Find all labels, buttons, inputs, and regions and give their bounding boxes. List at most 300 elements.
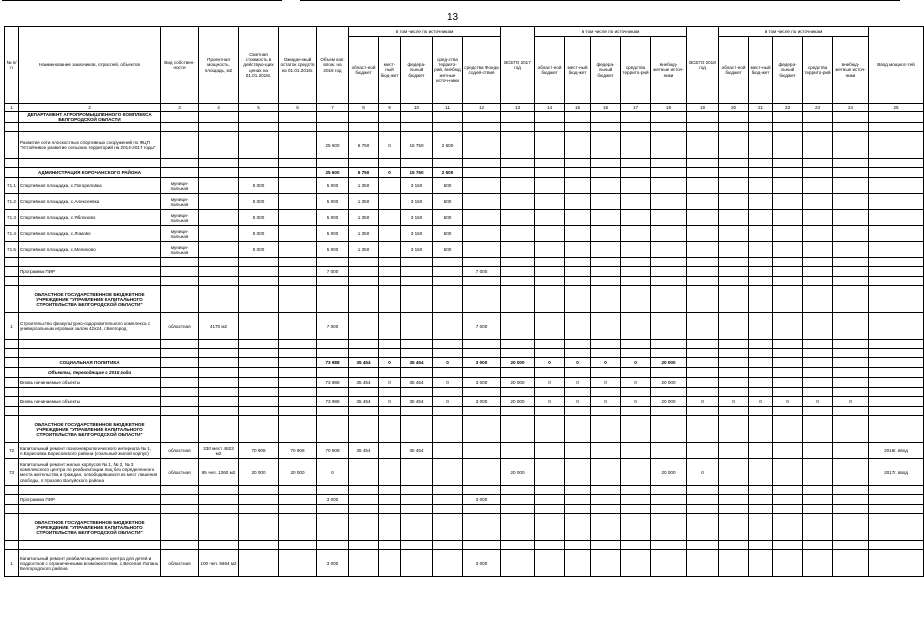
table-cell: 70 908 [317,443,349,459]
table-cell [161,505,199,514]
table-cell: муници-пальная [161,242,199,258]
table-cell [463,132,501,159]
page-number: 13 [446,12,459,23]
table-cell [279,132,317,159]
table-cell: 71.1 [5,178,19,194]
table-cell [803,550,833,577]
table-cell [433,286,463,313]
table-cell [591,550,621,577]
table-cell: 71.2 [5,194,19,210]
table-cell: 3 000 [317,495,349,505]
table-cell [279,397,317,407]
table-cell [463,123,501,132]
table-cell [5,358,19,368]
table-cell [869,514,924,541]
table-cell: 0 [773,397,803,407]
table-cell [621,388,651,397]
table-cell [749,459,773,486]
table-cell [719,368,749,378]
table-cell [501,541,535,550]
table-cell [401,267,433,277]
table-cell [199,378,239,388]
table-cell [463,349,501,358]
table-cell: 5 000 [317,194,349,210]
table-cell: 100 чел. 5664 м2 [199,550,239,577]
table-cell [239,123,279,132]
table-cell [719,378,749,388]
table-cell [279,495,317,505]
table-cell [239,514,279,541]
src17-extra-header: внебюд-жетные источ-ники [651,37,687,104]
table-cell [199,258,239,267]
table-cell [719,123,749,132]
table-cell: 1 350 [349,226,379,242]
table-cell [773,258,803,267]
table-cell [833,286,869,313]
table-cell [5,286,19,313]
table-cell [591,123,621,132]
table-row [5,349,924,358]
table-cell [749,349,773,358]
table-cell [565,258,591,267]
table-cell [401,514,433,541]
table-cell [379,495,401,505]
table-cell [501,407,535,416]
table-cell: 35 454 [401,443,433,459]
table-cell [719,168,749,178]
table-cell [869,550,924,577]
table-cell [651,226,687,242]
table-cell [463,194,501,210]
table-cell [239,277,279,286]
table-cell [773,242,803,258]
table-cell [621,495,651,505]
table-cell [621,226,651,242]
table-cell [349,514,379,541]
row-name-cell: Объекты, переходящие с 2015 года [19,368,161,378]
table-cell [833,194,869,210]
column-number: 18 [651,104,687,112]
table-row [5,210,924,226]
table-cell: областная [161,550,199,577]
table-cell [317,486,349,495]
table-cell [379,258,401,267]
column-number: 13 [501,104,535,112]
table-cell [463,459,501,486]
table-cell [719,258,749,267]
table-cell [317,514,349,541]
table-cell [687,358,719,368]
table-cell [161,541,199,550]
table-cell [833,514,869,541]
table-cell [833,459,869,486]
table-cell [749,168,773,178]
table-cell [651,407,687,416]
table-cell: 5 000 [317,226,349,242]
table-cell [161,340,199,349]
table-cell: 0 [535,397,565,407]
table-cell: 35 454 [401,397,433,407]
table-cell [535,242,565,258]
table-cell [279,178,317,194]
table-cell [719,416,749,443]
table-cell [463,258,501,267]
table-cell: 500 [433,210,463,226]
table-cell [279,226,317,242]
table-cell [719,495,749,505]
table-cell [833,277,869,286]
table-cell [5,397,19,407]
table-cell [719,514,749,541]
table-cell [651,277,687,286]
table-cell: 0 [719,397,749,407]
table-cell [651,159,687,168]
table-cell [463,443,501,459]
table-cell [565,340,591,349]
table-cell [773,340,803,349]
table-cell [591,407,621,416]
table-cell [401,258,433,267]
table-cell [869,541,924,550]
table-cell [535,349,565,358]
col-num-header: № п/п [5,27,19,104]
table-cell [687,416,719,443]
table-cell [161,495,199,505]
table-cell [773,313,803,340]
table-cell: 73 [5,459,19,486]
table-cell [535,258,565,267]
table-cell [687,132,719,159]
table-cell: 35 454 [401,378,433,388]
table-cell [349,349,379,358]
table-cell: 3 150 [401,178,433,194]
table-cell [833,505,869,514]
table-cell [621,159,651,168]
table-cell: 0 [433,358,463,368]
src17-federal-header: федера-льный бюджет [591,37,621,104]
table-cell [379,459,401,486]
table-cell [379,486,401,495]
table-cell [869,277,924,286]
table-cell [687,313,719,340]
src17-local-header: мест-ный бюд-жет [565,37,591,104]
table-cell: 7 000 [317,313,349,340]
table-cell [279,358,317,368]
table-cell [833,340,869,349]
table-cell [621,368,651,378]
row-name-cell: СОЦИАЛЬНАЯ ПОЛИТИКА [19,358,161,368]
table-cell [749,210,773,226]
column-number: 16 [591,104,621,112]
table-cell [749,258,773,267]
table-cell [5,159,19,168]
column-number: 10 [401,104,433,112]
table-row [5,242,924,258]
table-cell [279,194,317,210]
table-cell [433,368,463,378]
table-row [5,277,924,286]
table-cell [433,407,463,416]
table-cell [869,368,924,378]
table-cell [379,242,401,258]
table-cell [535,194,565,210]
table-cell [621,123,651,132]
table-cell [591,277,621,286]
table-cell [535,267,565,277]
table-cell [651,194,687,210]
table-cell [591,194,621,210]
table-cell [5,416,19,443]
column-number: 24 [833,104,869,112]
table-cell [317,368,349,378]
table-cell [833,258,869,267]
table-cell: 35 454 [401,358,433,368]
column-number: 20 [719,104,749,112]
table-cell [803,368,833,378]
table-cell [651,168,687,178]
table-cell [5,349,19,358]
row-name-cell: Программа ПИР [19,495,161,505]
column-number: 12 [463,104,501,112]
table-cell [239,349,279,358]
table-cell: 35 454 [349,397,379,407]
table-cell: 3 000 [317,550,349,577]
table-cell [803,495,833,505]
col-expected-header: Ожидае-мый остаток средств на 01.01.2016г. [279,27,317,104]
table-cell: 0 [591,358,621,368]
table-cell: областная [161,443,199,459]
table-cell [161,159,199,168]
table-cell [463,407,501,416]
table-cell: 70 908 [279,443,317,459]
table-cell [5,132,19,159]
table-cell [869,242,924,258]
table-cell [317,286,349,313]
table-cell [773,267,803,277]
table-cell [199,194,239,210]
table-cell [621,267,651,277]
table-cell [869,358,924,368]
table-cell [401,550,433,577]
table-cell [621,242,651,258]
table-cell [433,123,463,132]
table-cell [5,112,19,123]
table-cell: 0 [621,397,651,407]
table-cell: 71.5 [5,242,19,258]
table-cell [651,514,687,541]
table-cell: 20 000 [651,378,687,388]
table-cell [803,132,833,159]
table-cell [279,210,317,226]
table-row [5,459,924,486]
table-cell [379,178,401,194]
table-cell [401,340,433,349]
table-cell [161,168,199,178]
table-cell [317,112,349,123]
table-cell [379,267,401,277]
table-cell: 2017г. ввод [869,459,924,486]
table-cell [803,168,833,178]
table-cell [401,112,433,123]
table-cell [535,210,565,226]
table-cell [199,267,239,277]
table-cell [651,368,687,378]
table-cell [565,443,591,459]
table-cell [591,267,621,277]
row-name-cell: Капитальный ремонт психоневрологического интерната № 1, п.Борисовка Борисовского района (спальный жилой корпус) [19,443,161,459]
table-cell [535,388,565,397]
table-cell [379,194,401,210]
table-cell [349,459,379,486]
table-cell: 25 600 [317,168,349,178]
column-number: 17 [621,104,651,112]
table-cell [239,388,279,397]
table-cell [719,267,749,277]
table-cell [869,194,924,210]
table-cell: муници-пальная [161,226,199,242]
table-cell: 0 [621,358,651,368]
table-row [5,416,924,443]
table-row [5,178,924,194]
table-cell [317,123,349,132]
table-cell [433,541,463,550]
table-cell [621,407,651,416]
column-number: 3 [161,104,199,112]
table-cell [161,388,199,397]
table-cell [379,550,401,577]
table-row [5,112,924,123]
row-name-cell: Спортивная площадка, с.Яблоново [19,210,161,226]
row-name-cell: ОБЛАСТНОЕ ГОСУДАРСТВЕННОЕ БЮДЖЕТНОЕ УЧРЕЖДЕНИЕ "УПРАВЛЕНИЕ КАПИТАЛЬНОГО СТРОИТЕЛЬСТВА БЕЛГОРОДСКОЙ ОБЛАСТИ" [19,514,161,541]
row-name-cell [19,123,161,132]
src18-territory-header: средства террито-рий [803,37,833,104]
table-cell: 0 [803,397,833,407]
table-cell [535,123,565,132]
col-total2017-header: ВСЕГО 2017 год [501,27,535,104]
table-cell [749,495,773,505]
table-cell [535,495,565,505]
col-capacity-header: Проектная мощность, площадь, м2 [199,27,239,104]
table-cell [565,313,591,340]
src-fund-header: средства Фонда содей-ствия [463,37,501,104]
table-cell [161,277,199,286]
table-cell [349,407,379,416]
table-cell [869,168,924,178]
table-row [5,123,924,132]
table-cell [773,495,803,505]
row-name-cell: Капитальный ремонт реабилитационного центра для детей и подростков с ограниченными возможностями, с.Веселая Лопань Белгородского района [19,550,161,577]
table-cell [239,378,279,388]
table-cell [749,378,773,388]
table-cell: 73 988 [317,358,349,368]
table-cell [719,210,749,226]
table-cell [161,397,199,407]
table-cell [687,168,719,178]
table-cell [5,514,19,541]
table-cell [687,368,719,378]
table-cell [379,340,401,349]
table-cell [773,514,803,541]
table-cell [349,505,379,514]
table-cell [161,416,199,443]
table-cell: 20 000 [651,358,687,368]
table-cell [433,443,463,459]
table-cell [803,407,833,416]
table-cell [317,388,349,397]
table-cell [591,443,621,459]
table-row [5,378,924,388]
table-cell [239,159,279,168]
table-cell [719,550,749,577]
table-cell [317,407,349,416]
table-cell: 6 750 [349,132,379,159]
table-cell [719,286,749,313]
table-row [5,495,924,505]
table-cell [239,550,279,577]
table-cell [535,368,565,378]
column-number: 25 [869,104,924,112]
table-cell [773,226,803,242]
table-cell [5,267,19,277]
table-cell [349,388,379,397]
table-cell [433,505,463,514]
table-cell: 2 500 [433,132,463,159]
table-row [5,258,924,267]
table-cell [773,486,803,495]
table-cell [279,378,317,388]
table-cell [239,267,279,277]
table-cell [719,132,749,159]
table-cell [749,123,773,132]
column-number: 21 [749,104,773,112]
table-cell [833,210,869,226]
table-cell [279,258,317,267]
table-cell: 1 350 [349,194,379,210]
table-cell [279,286,317,313]
table-cell: 0 [379,397,401,407]
row-name-cell: Развитие сети плоскостных спортивных сооружений по ФЦП "Устойчивое развитие сельских территорий на 2014-2017 годы" [19,132,161,159]
table-cell [591,388,621,397]
table-cell: 0 [687,459,719,486]
table-cell [565,349,591,358]
table-cell [869,388,924,397]
table-cell [833,443,869,459]
table-cell [239,286,279,313]
table-cell [199,340,239,349]
table-row [5,368,924,378]
table-cell [803,443,833,459]
table-cell [591,112,621,123]
row-name-cell [19,541,161,550]
table-cell [5,407,19,416]
table-cell [621,112,651,123]
table-cell [501,210,535,226]
table-cell [621,340,651,349]
table-cell [651,495,687,505]
table-row [5,505,924,514]
table-cell [239,132,279,159]
row-name-cell: Программа ПИР [19,267,161,277]
table-cell [535,313,565,340]
table-cell [773,459,803,486]
table-cell [199,159,239,168]
table-cell [803,112,833,123]
table-cell [239,407,279,416]
table-cell: 3 150 [401,226,433,242]
table-cell [463,226,501,242]
table-cell [833,123,869,132]
table-cell: 5 000 [317,178,349,194]
